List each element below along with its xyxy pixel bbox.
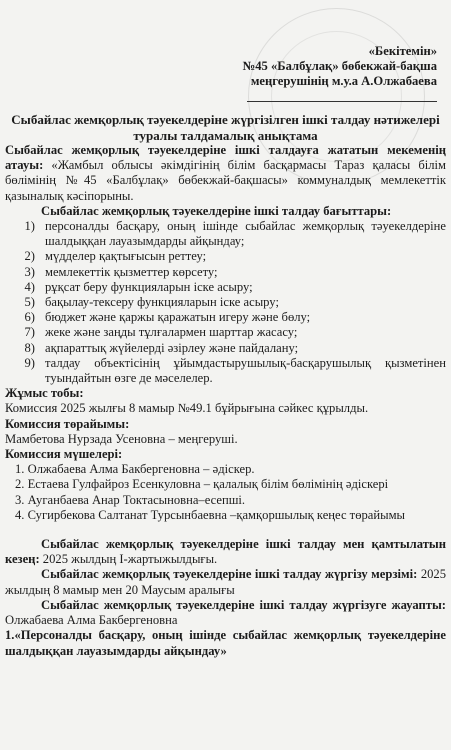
item-number: 8): [24, 340, 35, 355]
title-line-2: туралы талдамалық анықтама: [133, 127, 318, 143]
item-number: 2): [24, 249, 35, 264]
title-line-1: Сыбайлас жемқорлық тәуекелдеріне жүргізілген ішкі талдау нәтижелері: [11, 112, 440, 127]
spacer: [5, 523, 446, 537]
list-item: [5, 310, 446, 325]
approval-org: №45 «Балбұлақ» бөбекжай-бақша: [242, 59, 437, 73]
members-list: [5, 462, 446, 523]
term-paragraph: [5, 567, 446, 597]
org-label: Сыбайлас жемқорлық тәуекелдеріне ішкі талдауға жататын мекеменің атауы:: [5, 143, 446, 173]
member-row: 1. Олжабаева Алма Бакбергеновна – әдіскер.: [15, 462, 255, 477]
responsible-text: Олжабаева Алма Бакбергеновна: [5, 613, 178, 628]
item-number: 7): [24, 325, 35, 340]
list-item: [5, 265, 446, 280]
member-row: 3. Ауганбаева Анар Токтасыновна–есепші.: [15, 492, 246, 507]
chair-text: Мамбетова Нурзада Усеновна – меңгеруші.: [5, 431, 238, 446]
item-number: 3): [24, 264, 35, 279]
period-paragraph: [5, 537, 446, 567]
chair-label-text: Комиссия төрайымы:: [5, 416, 130, 431]
chair-label: [5, 417, 446, 432]
item-number: 4): [24, 279, 35, 294]
members-label-text: Комиссия мүшелері:: [5, 447, 123, 462]
item-number: 5): [24, 295, 35, 310]
item-number: 6): [24, 310, 35, 325]
directions-list: [5, 219, 446, 386]
term-text: 2025 жылдың 8 мамыр мен 20 Маусым аралығы: [5, 567, 446, 597]
section-heading: 1.«Персоналды басқару, оның ішінде сыбайлас жемқорлық тәуекелдеріне шалдыққан лауазымдарды айқындау»: [5, 628, 446, 658]
item-text: персоналды басқару, оның ішінде сыбайлас жемқорлық тәуекелдеріне шалдыққан лауазымдарды айқындау;: [45, 219, 446, 249]
workgroup-label-text: Жұмыс тобы:: [5, 386, 84, 401]
list-item: [5, 249, 446, 264]
period-text: 2025 жылдың І-жартыжылдығы.: [42, 552, 218, 567]
org-text: «Жамбыл облысы әкімдігінің білім басқармасы Тараз қаласы білім бөлімінің №45 «Балбұлақ» бөбекжай-бақшасы» коммуналдық мемлекеттік қазыналық кәсіпорыны.: [5, 158, 446, 203]
responsible-paragraph: [5, 598, 446, 628]
directions-heading: [5, 204, 446, 219]
member-row: 4. Сугирбекова Салтанат Турсынбаевна –қамқоршылық кеңес төрайымы: [15, 507, 406, 522]
term-label: Сыбайлас жемқорлық тәуекелдеріне ішкі талдау жүргізу мерзімі:: [41, 567, 418, 582]
list-item: [5, 325, 446, 340]
responsible-label: Сыбайлас жемқорлық тәуекелдеріне ішкі талдау жүргізуге жауапты:: [41, 597, 446, 612]
document-title: [5, 112, 446, 143]
list-item: [5, 280, 446, 295]
item-text: мемлекеттік қызметтер көрсету;: [45, 264, 218, 279]
workgroup-label: [5, 386, 446, 401]
period-label: Сыбайлас жемқорлық тәуекелдеріне ішкі талдау мен қамтылатын кезең:: [5, 537, 446, 567]
org-paragraph: [5, 143, 446, 204]
workgroup-text: Комиссия 2025 жылғы 8 мамыр №49.1 бұйрығына сәйкес құрылды.: [5, 401, 369, 416]
list-item: [5, 341, 446, 356]
list-item: [5, 356, 446, 386]
item-text: талдау объектісінің ұйымдастырушылық-басқарушылық қызметінен туындайтын өзге де мәселелер.: [45, 355, 446, 386]
item-number: 1): [24, 219, 35, 234]
members-label: [5, 447, 446, 462]
item-text: рұқсат беру функцияларын іске асыру;: [45, 279, 253, 294]
list-item: [5, 295, 446, 310]
item-text: мүдделер қақтығысын реттеу;: [45, 249, 207, 264]
approval-head: меңгерушінің м.у.а А.Олжабаева: [250, 74, 437, 88]
document-body: [5, 112, 446, 659]
item-number: 9): [24, 355, 35, 370]
item-text: жеке және заңды тұлғалармен шарттар жасасу;: [45, 325, 298, 340]
item-text: бақылау-тексеру функцияларын іске асыру;: [45, 295, 279, 310]
approval-label: «Бекітемін»: [368, 44, 437, 58]
list-item: [5, 219, 446, 249]
member-row: 2. Естаева Гулфайроз Есенкуловна – қалалық білім бөлімінің әдіскері: [15, 477, 389, 492]
signature-line: [247, 89, 437, 102]
item-text: бюджет және қаржы қаражатын игеру және бөлу;: [45, 310, 311, 325]
item-text: ақпараттық жүйелерді әзірлеу және пайдалану;: [45, 340, 299, 355]
directions-heading-text: Сыбайлас жемқорлық тәуекелдеріне ішкі талдау бағыттары:: [41, 203, 392, 218]
approval-block: [207, 44, 437, 102]
